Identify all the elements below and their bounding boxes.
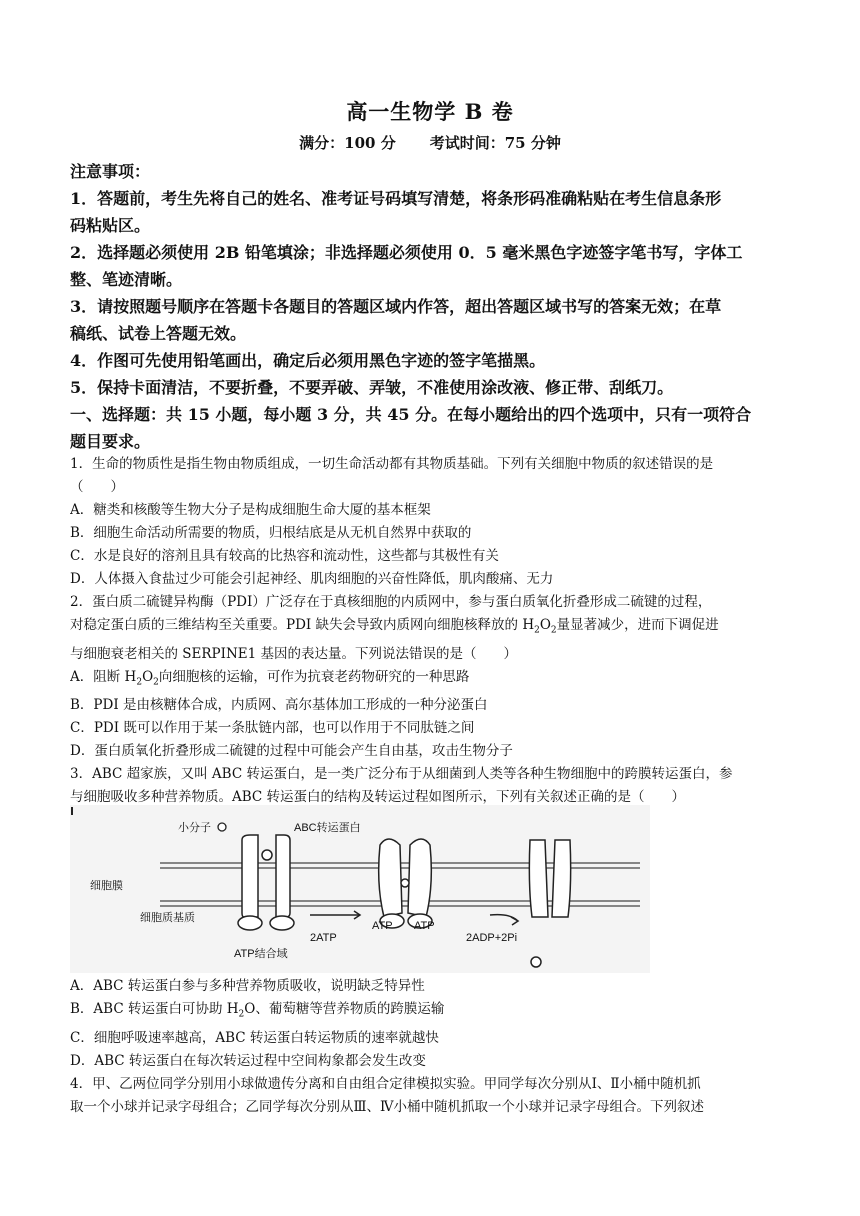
- section-heading: 一、选择题：共 15 小题，每小题 3 分，共 45 分。在每小题给出的四个选项中，只有一项符合: [70, 405, 752, 424]
- section-heading-cont: 题目要求。: [70, 432, 151, 451]
- q1-option-b: B．细胞生命活动所需要的物质，归根结底是从无机自然界中获取的: [70, 525, 472, 541]
- label-atp-domain: ATP结合域: [234, 948, 288, 960]
- notice-item-4: 4．作图可先使用铅笔画出，确定后必须用黑色字迹的签字笔描黑。: [70, 351, 546, 370]
- notice-item-5: 5．保持卡面清洁，不要折叠，不要弄破、弄皱，不准使用涂改液、修正带、刮纸刀。: [70, 378, 674, 397]
- label-cell-membrane: 细胞膜: [90, 880, 123, 892]
- q4-stem: 4．甲、乙两位同学分别用小球做遗传分离和自由组合定律模拟实验。甲同学每次分别从Ⅰ、Ⅱ小桶中随机抓: [70, 1075, 701, 1092]
- q3-stem: 3．ABC 超家族，又叫 ABC 转运蛋白，是一类广泛分布于从细菌到人类等各种生物细胞中的跨膜转运蛋白，参: [70, 766, 733, 783]
- notice-heading: 注意事项：: [70, 162, 151, 181]
- q2-stem-cont: 对稳定蛋白质的三维结构至关重要。PDI 缺失会导致内质网向细胞核释放的 $H_2O_2$量显著减少，进而下调促进: [70, 617, 719, 636]
- q1-stem: 1．生命的物质性是指生物由物质组成，一切生命活动都有其物质基础。下列有关细胞中物质的叙述错误的是: [70, 456, 714, 472]
- q3-option-c: C．细胞呼吸速率越高，ABC 转运蛋白转运物质的速率就越快: [70, 1029, 439, 1046]
- label-small-molecule: 小分子: [178, 822, 211, 834]
- exam-subtitle: [0, 132, 860, 153]
- q4-stem-cont: 取一个小球并记录字母组合；乙同学每次分别从Ⅲ、Ⅳ小桶中随机抓取一个小球并记录字母组合。下列叙述: [70, 1098, 705, 1115]
- notice-item-2-cont: 整、笔迹清晰。: [70, 270, 183, 289]
- label-2atp: 2ATP: [310, 932, 337, 944]
- q1-option-d: D．人体摄入食盐过少可能会引起神经、肌肉细胞的兴奋性降低，肌肉酸痛、无力: [70, 571, 554, 587]
- q2-option-a: A．阻断 $H_2O_2$向细胞核的运输，可作为抗衰老药物研究的一种思路: [70, 668, 470, 688]
- notice-item-1: 1．答题前，考生先将自己的姓名、准考证号码填写清楚，将条形码准确粘贴在考生信息条形: [70, 189, 722, 208]
- label-atp-2: ATP: [414, 920, 435, 932]
- label-cytoplasm: 细胞质基质: [140, 912, 195, 924]
- questions-lower: [70, 975, 796, 1119]
- abc-transporter-figure: [70, 805, 650, 973]
- q2-option-c: C．PDI 既可以作用于某一条肽链内部，也可以作用于不同肽链之间: [70, 720, 475, 737]
- q2-option-d: D．蛋白质氧化折叠形成二硫键的过程中可能会产生自由基，攻击生物分子: [70, 743, 513, 760]
- notice-item-3-cont: 稿纸、试卷上答题无效。: [70, 324, 247, 343]
- notice-section: [70, 158, 796, 455]
- q3-option-a: A．ABC 转运蛋白参与多种营养物质吸收，说明缺乏特异性: [70, 978, 425, 994]
- label-2adp-2pi: 2ADP+2Pi: [466, 932, 518, 944]
- notice-item-1-cont: 码粘贴区。: [70, 216, 151, 235]
- exam-title: 高一生物学 B 卷: [346, 99, 514, 124]
- exam-time: 考试时间：75 分钟: [429, 134, 561, 152]
- q2-stem: 2．蛋白质二硫键异构酶（PDI）广泛存在于真核细胞的内质网中，参与蛋白质氧化折叠形成二硫键的过程，: [70, 594, 712, 610]
- full-score: 满分：100 分: [299, 134, 396, 152]
- q3-option-d: D．ABC 转运蛋白在每次转运过程中空间构象都会发生改变: [70, 1052, 426, 1069]
- label-atp-1: ATP: [372, 920, 393, 932]
- q3-stem-cont: 与细胞吸收多种营养物质。ABC 转运蛋白的结构及转运过程如图所示，下列有关叙述正确的是（ ）: [70, 789, 686, 806]
- notice-item-3: 3．请按照题号顺序在答题卡各题目的答题区域内作答，超出答题区域书写的答案无效；在草: [70, 297, 722, 316]
- q1-option-a: A．糖类和核酸等生物大分子是构成细胞生命大厦的基本框架: [70, 502, 431, 518]
- q3-option-b: B．ABC 转运蛋白可协助 $H_2O$、葡萄糖等营养物质的跨膜运输: [70, 1001, 445, 1020]
- notice-item-2: 2．选择题必须使用 2B 铅笔填涂；非选择题必须使用 0．5 毫米黑色字迹签字笔书写，字体工: [70, 243, 743, 262]
- q1-stem-cont: （ ）: [70, 479, 124, 495]
- questions-upper: [70, 453, 796, 809]
- q1-option-c: C．水是良好的溶剂且具有较高的比热容和流动性，这些都与其极性有关: [70, 548, 499, 564]
- q2-stem-cont-2: 与细胞衰老相关的 SERPINE1 基因的表达量。下列说法错误的是（ ）: [70, 645, 518, 662]
- abc-transporter-diagram: [70, 805, 650, 973]
- label-abc-transporter: ABC转运蛋白: [294, 822, 361, 834]
- q2-option-b: B．PDI 是由核糖体合成，内质网、高尔基体加工形成的一种分泌蛋白: [70, 697, 488, 714]
